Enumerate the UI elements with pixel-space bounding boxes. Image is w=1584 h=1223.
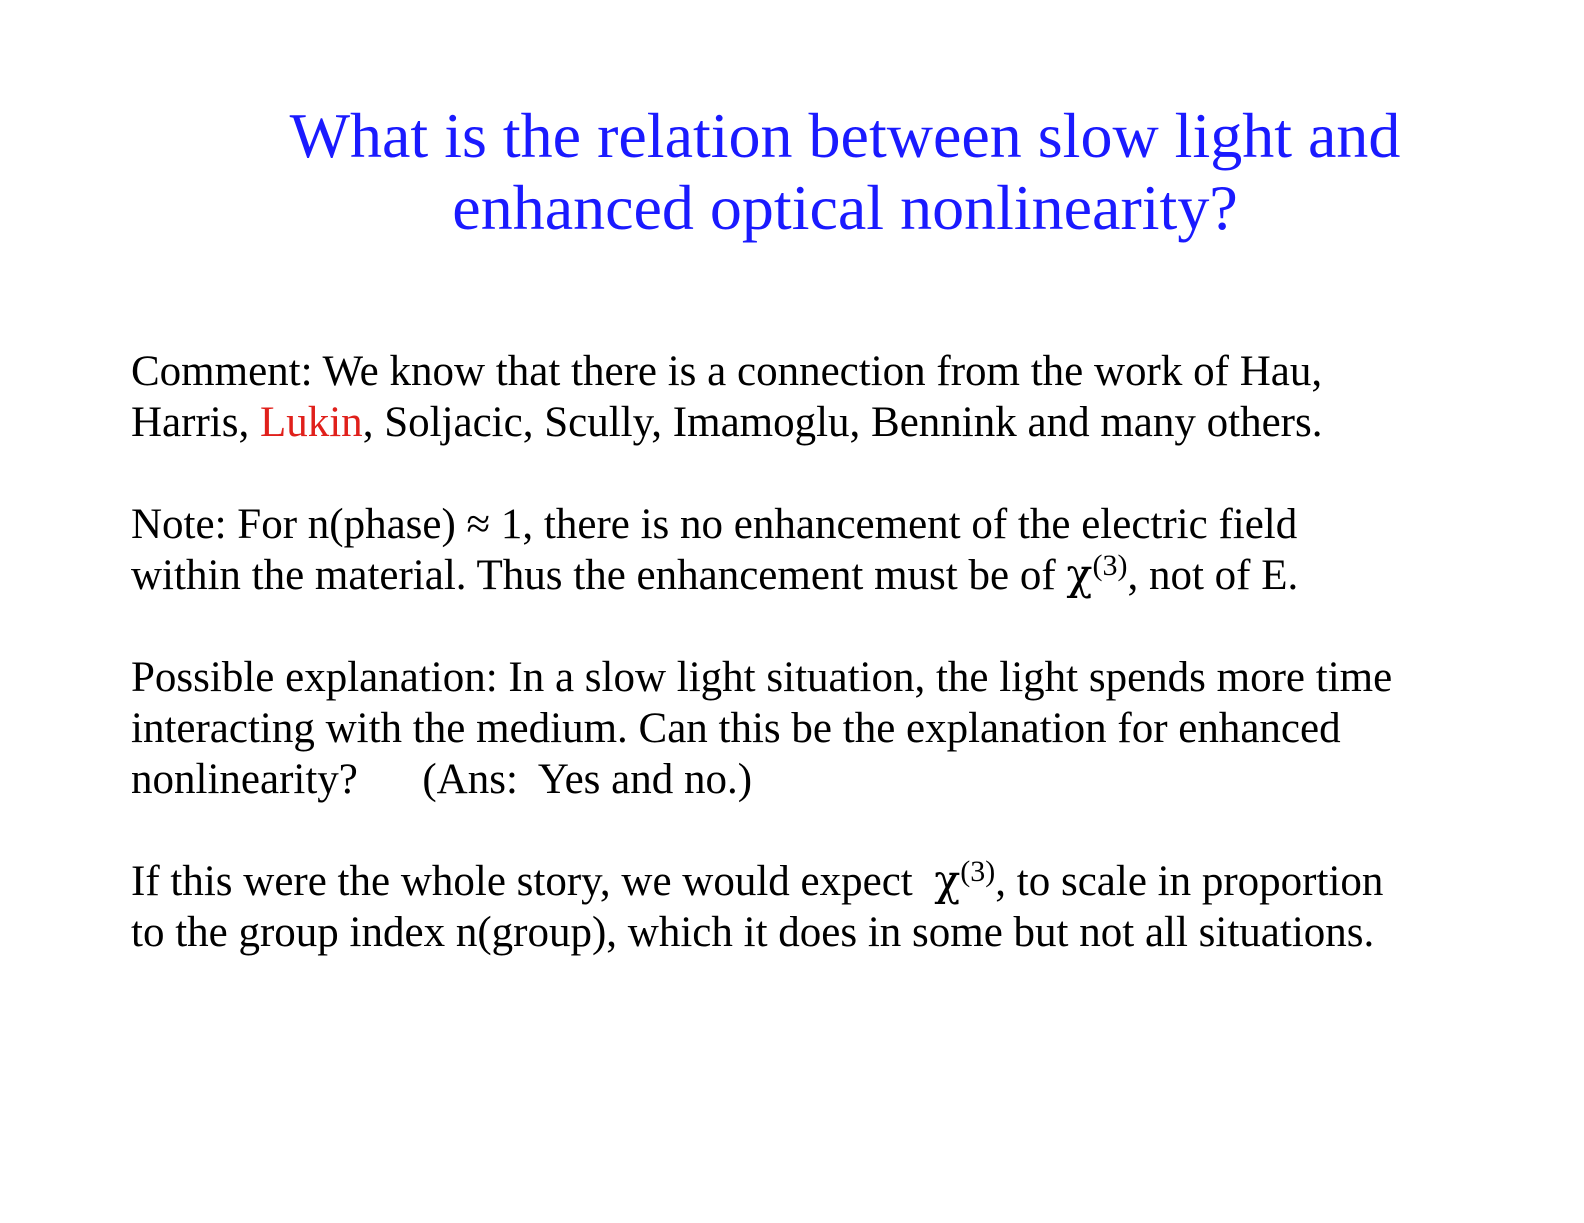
title-line-2: enhanced optical nonlinearity? [452,172,1238,243]
story-line-1 [131,856,1571,907]
chi-exponent: (3) [960,855,996,888]
chi-symbol: χ [934,856,961,906]
comment-line-2 [131,397,1571,448]
story-paragraph [131,856,1571,958]
explanation-line-2: interacting with the medium. Can this be the explanation for enhanced [131,705,1341,752]
note-text-a: within the material. Thus the enhancement must be of [131,552,1067,599]
story-text-b: , to scale in proportion [995,858,1384,905]
story-text-a: If this were the whole story, we would expect [131,858,935,905]
explanation-line-3: nonlinearity? (Ans: Yes and no.) [131,756,753,803]
note-text-b: , not of E. [1127,552,1299,599]
note-line-2 [131,550,1571,601]
comment-line-1: Comment: We know that there is a connection from the work of Hau, [131,348,1323,395]
chi-exponent: (3) [1092,549,1128,582]
highlighted-name: Lukin [259,399,363,446]
story-line-2: to the group index n(group), which it does in some but not all situations. [131,909,1375,956]
title-line-1: What is the relation between slow light and [289,100,1401,171]
note-line-1: Note: For n(phase) ≈ 1, there is no enhancement of the electric field [131,501,1298,548]
slide-title [200,100,1490,244]
chi-symbol: χ [1066,550,1093,600]
note-paragraph [131,499,1571,601]
comment-text-b: , Soljacic, Scully, Imamoglu, Bennink and many others. [362,399,1323,446]
explanation-paragraph [131,652,1571,805]
comment-text-a: Harris, [131,399,260,446]
explanation-line-1: Possible explanation: In a slow light situation, the light spends more time [131,654,1393,701]
slide-body [131,346,1571,1009]
comment-paragraph [131,346,1571,448]
